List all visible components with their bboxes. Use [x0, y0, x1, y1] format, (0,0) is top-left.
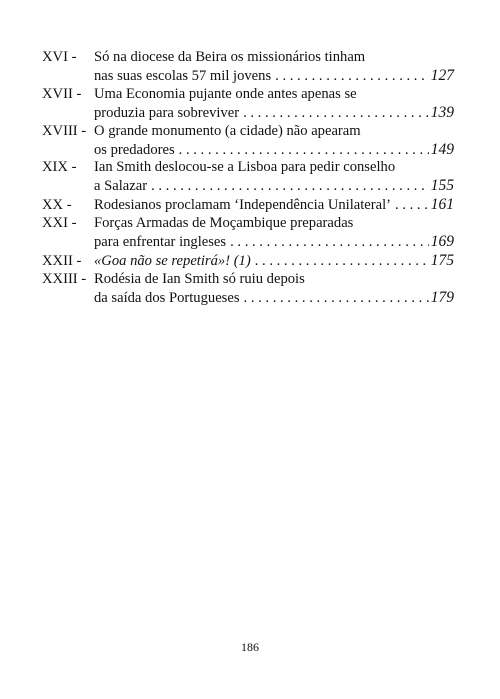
toc-entry — [42, 123, 454, 160]
page-number: 179 — [430, 288, 454, 306]
chapter-number: XVII - — [42, 85, 82, 102]
chapter-number: XVIII - — [42, 122, 87, 139]
toc-entry — [42, 196, 454, 215]
chapter-number: XX - — [42, 197, 72, 214]
toc-entry — [42, 159, 454, 196]
table-of-contents — [42, 49, 454, 308]
page-number: 161 — [430, 196, 454, 214]
chapter-number: XIX - — [42, 159, 77, 176]
toc-entry — [42, 215, 454, 252]
dot-leader — [244, 290, 429, 308]
toc-entry — [42, 86, 454, 123]
chapter-number: XXIII - — [42, 270, 87, 287]
dot-leader — [255, 253, 429, 271]
chapter-title-line: Uma Economia pujante onde antes apenas se — [94, 85, 357, 102]
chapter-title-line: Rodesianos proclamam ‘Independência Unilateral’ — [94, 197, 392, 214]
chapter-title-line: Ian Smith deslocou-se a Lisboa para pedir conselho — [94, 159, 396, 176]
dot-leader — [395, 197, 429, 215]
chapter-title-line: produzia para sobreviver — [94, 104, 240, 121]
chapter-title-line: os predadores — [94, 141, 175, 158]
dot-leader — [275, 68, 429, 86]
chapter-title-line: da saída dos Portugueses — [94, 289, 240, 306]
page-number: 169 — [430, 233, 454, 251]
chapter-number: XXII - — [42, 252, 82, 269]
chapter-title-line: Rodésia de Ian Smith só ruiu depois — [94, 270, 305, 287]
dot-leader — [243, 105, 429, 123]
chapter-title-line: nas suas escolas 57 mil jovens — [94, 67, 272, 84]
dot-leader — [151, 178, 429, 196]
toc-entry — [42, 252, 454, 271]
chapter-number: XVI - — [42, 49, 77, 65]
chapter-title-line: Só na diocese da Beira os missionários tinham — [94, 49, 366, 65]
page-number: 155 — [430, 177, 454, 195]
chapter-title-line: a Salazar — [94, 178, 148, 195]
page-number: 175 — [430, 251, 454, 269]
toc-entry — [42, 271, 454, 308]
chapter-title-line: O grande monumento (a cidade) não apearam — [94, 122, 361, 139]
toc-entry — [42, 49, 454, 86]
page-number: 127 — [430, 66, 454, 84]
dot-leader — [230, 234, 429, 252]
chapter-title-line: «Goa não se repetirá»! (1) — [94, 252, 251, 269]
page-number: 139 — [430, 103, 454, 121]
page-number: 149 — [430, 140, 454, 158]
chapter-title-line: para enfrentar ingleses — [94, 234, 227, 251]
chapter-title-line: Forças Armadas de Moçambique preparadas — [94, 215, 354, 232]
dot-leader — [179, 142, 429, 160]
chapter-number: XXI - — [42, 215, 77, 232]
page-folio: 186 — [241, 640, 259, 654]
